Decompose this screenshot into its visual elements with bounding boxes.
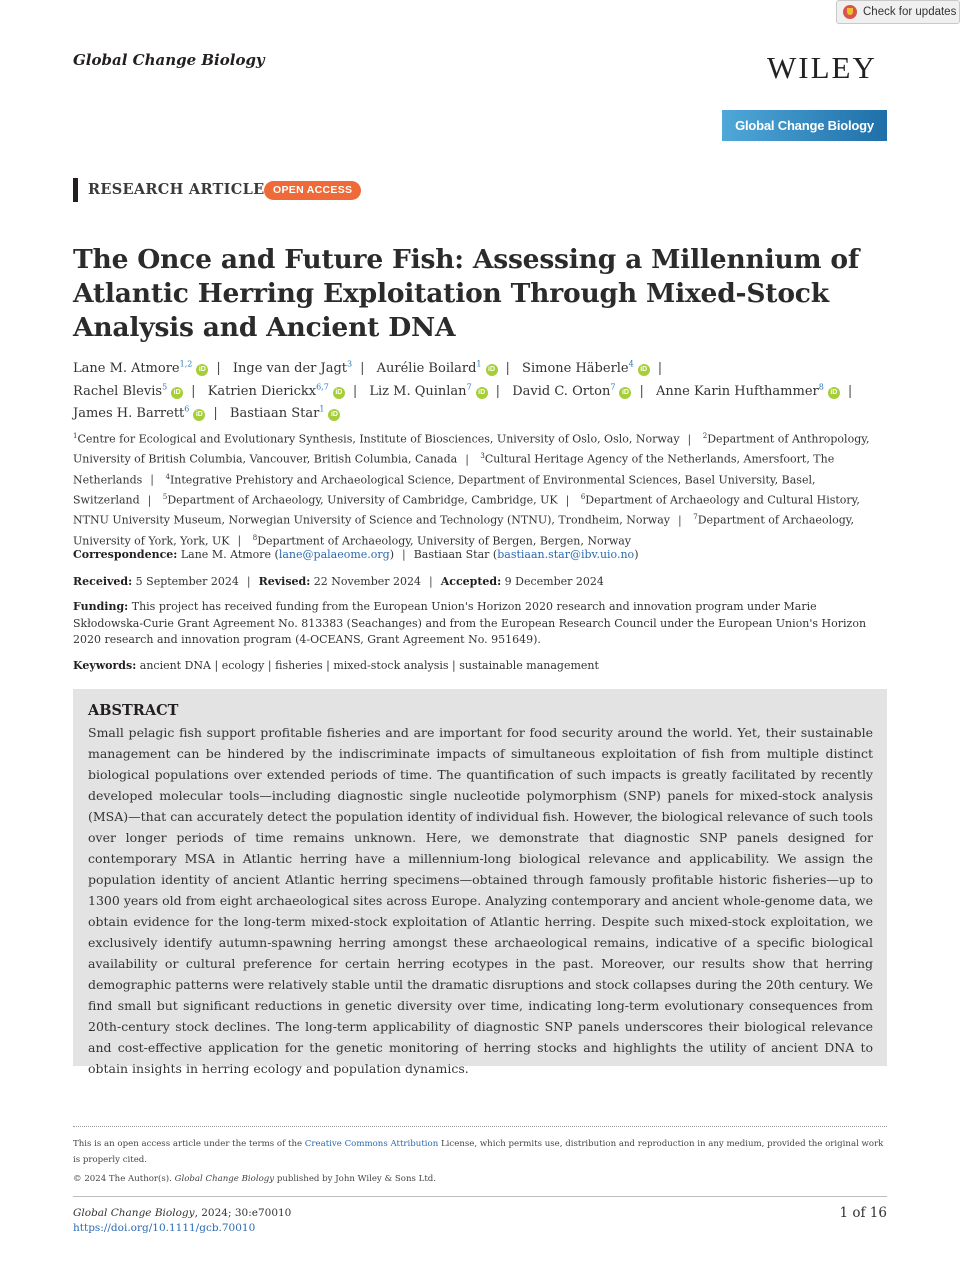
copyright: © 2024 The Author(s). Global Change Biology published by John Wiley & Sons Ltd. xyxy=(73,1174,437,1184)
publisher-logo: WILEY xyxy=(767,50,877,85)
affiliations: $^1$Centre for Ecological and Evolutionary Synthesis, Institute of Biosciences, University of Oslo, Oslo, Norway | $^2$Department of Anthropology, University of British Columbia, Vancouver, British Columbia, Canada | $^3$Cultural Heritage Agency of the Netherlands, Amersfoort, The Netherlands | $^4$Integrative Prehistory and Archaeological Science, Department of Environmental Sciences, Basel University, Basel, Switzerland | $^5$Department of Archaeology, University of Cambridge, Cambridge, UK | $^6$Department of Archaeology and Cultural History, NTNU University Museum, Norwegian University of Science and Technology (NTNU), Trondheim, Norway | $^7$Department of Archaeology, University of York, York, UK | $^8$Department of Archaeology, University of Bergen, Bergen, Norway xyxy=(73,432,870,548)
funding: Funding: This project has received funding from the European Union's Horizon 2020 research and innovation program under Marie Skłodowska-Curie Grant Agreement No. 813383 (Seachanges) and from the European Research Council under the European Union's Horizon 2020 research and innovation program (4-OCEANS, Grant Agreement No. 951649). xyxy=(73,600,867,646)
author[interactable]: David C. Orton$^7$iD xyxy=(512,384,631,399)
crossmark-icon xyxy=(843,5,857,19)
orcid-icon[interactable]: iD xyxy=(196,364,208,376)
open-access-badge: OPEN ACCESS xyxy=(264,181,361,200)
author[interactable]: Rachel Blevis$^5$iD xyxy=(73,384,183,399)
author[interactable]: James H. Barrett$^6$iD xyxy=(73,406,205,421)
author[interactable]: Bastiaan Star$^1$iD xyxy=(230,406,341,421)
author[interactable]: Anne Karin Hufthammer$^8$iD xyxy=(656,384,840,399)
license-link[interactable]: Creative Commons Attribution xyxy=(304,1139,439,1149)
author[interactable]: Liz M. Quinlan$^7$iD xyxy=(369,384,487,399)
article-title: The Once and Future Fish: Assessing a Millennium of Atlantic Herring Exploitation Through Mixed-Stock Analysis and Ancient DNA xyxy=(73,244,860,343)
orcid-icon[interactable]: iD xyxy=(828,387,840,399)
author[interactable]: Inge van der Jagt$^3$ xyxy=(232,360,353,377)
abstract-text: Small pelagic fish support profitable fisheries and are important for food security around the world. Yet, their sustainable management can be hindered by the indiscriminate impacts of simultaneous exploitation of fish from multiple distinct biological populations over extended periods of time. The quantification of such impacts is greatly facilitated by recently developed molecular tools—including diagnostic single nucleotide polymorphism (SNP) panels for mixed-stock analysis (MSA)—that can accurately detect the population identity of individual fish. However, the biological relevance of such tools over longer periods of time remains unknown. Here, we demonstrate that diagnostic SNP panels designed for contemporary MSA in Atlantic herring have a millennium-long biological relevance and applicability. We assign the population identity of ancient Atlantic herring specimens—obtained through famously profitable historic fisheries—up to 1300 years old from eight archaeological sites across Europe. Analyzing contemporary and ancient whole-genome data, we obtain evidence for the long-term mixed-stock exploitation of Atlantic herring. Despite such mixed-stock exploitation, we exclusively identify autumn-spawning herring amongst these archaeological remains, indicative of a specific biological availability or cultural preference for certain herring ecotypes in the past. Moreover, our results show that herring demographic patterns were relatively stable until the dramatic disruptions and stock collapses during the 20th century. We find small but significant reductions in genetic diversity over time, indicating long-term evolutionary consequences from 20th-century stock declines. The long-term applicability of diagnostic SNP panels underscores their biological relevance and cost-effective application for the genetic monitoring of herring stocks and highlights the utility of ancient DNA to obtain insights in herring ecology and population dynamics. xyxy=(88,725,873,1076)
check-for-updates-label: Check for updates xyxy=(863,6,957,18)
footer-citation: Global Change Biology, 2024; 30:e70010 https://doi.org/10.1111/gcb.70010 xyxy=(73,1207,292,1234)
article-dates: Received: 5 September 2024 | Revised: 22 November 2024 | Accepted: 9 December 2024 xyxy=(73,575,604,588)
orcid-icon[interactable]: iD xyxy=(476,387,488,399)
author-list: Lane M. Atmore$^{1,2}$iD | Inge van der Jagt$^3$ | Aurélie Boilard$^1$iD | Simone Häberle$^4$iD | Rachel Blevis$^5$iD | Katrien Dierickx$^{6,7}$iD | Liz M. Quinlan$^7$iD | David C. Orton$^7$iD | Anne Karin Hufthammer$^8$iD | James H. Barrett$^6$iD | Bastiaan Star$^1$iD xyxy=(73,360,853,422)
orcid-icon[interactable]: iD xyxy=(171,387,183,399)
journal-banner[interactable]: Global Change Biology xyxy=(722,110,887,141)
email-link[interactable]: lane@palaeome.org xyxy=(278,548,390,561)
orcid-icon[interactable]: iD xyxy=(486,364,498,376)
keywords: Keywords: ancient DNA | ecology | fisheries | mixed-stock analysis | sustainable management xyxy=(73,659,599,672)
author[interactable]: Katrien Dierickx$^{6,7}$iD xyxy=(208,384,345,399)
orcid-icon[interactable]: iD xyxy=(193,409,205,421)
page-number: 1 of 16 xyxy=(839,1205,887,1221)
license-note: This is an open access article under the terms of the Creative Commons Attribution License, which permits use, distribution and reproduction in any medium, provided the original work is properly cited. xyxy=(73,1139,884,1165)
correspondence: Correspondence: Lane M. Atmore (lane@palaeome.org) | Bastiaan Star (bastiaan.star@ibv.uio.no) xyxy=(73,548,639,561)
divider xyxy=(73,1196,887,1197)
orcid-icon[interactable]: iD xyxy=(619,387,631,399)
abstract-heading: ABSTRACT xyxy=(88,702,179,719)
section-marker xyxy=(73,178,78,202)
orcid-icon[interactable]: iD xyxy=(638,364,650,376)
divider xyxy=(73,1126,887,1127)
check-for-updates-button[interactable] xyxy=(836,0,960,24)
author[interactable]: Simone Häberle$^4$iD xyxy=(522,361,650,376)
email-link[interactable]: bastiaan.star@ibv.uio.no xyxy=(497,548,635,561)
doi-link[interactable]: https://doi.org/10.1111/gcb.70010 xyxy=(73,1222,256,1234)
author[interactable]: Lane M. Atmore$^{1,2}$iD xyxy=(73,361,208,376)
article-type: RESEARCH ARTICLE xyxy=(88,181,265,198)
journal-name: Global Change Biology xyxy=(73,51,265,69)
author[interactable]: Aurélie Boilard$^1$iD xyxy=(377,361,498,376)
orcid-icon[interactable]: iD xyxy=(333,387,345,399)
orcid-icon[interactable]: iD xyxy=(328,409,340,421)
